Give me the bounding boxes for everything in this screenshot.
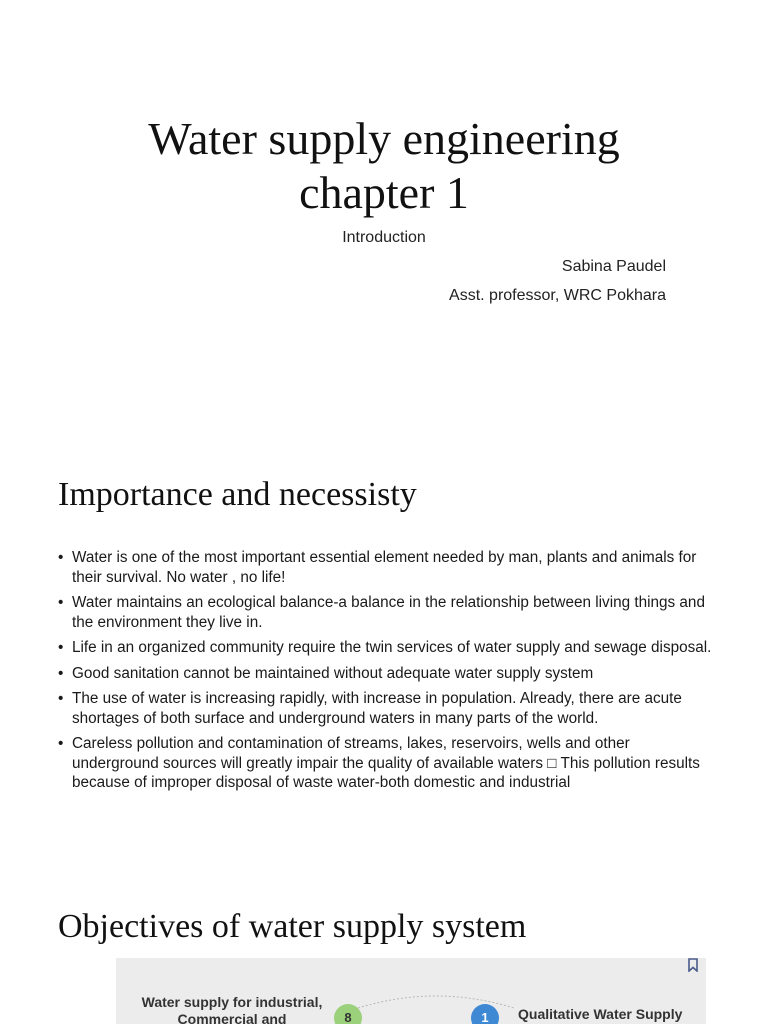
list-item-text: Water is one of the most important essential element needed by man, plants and animals for their survival. No water , no life! <box>72 549 697 586</box>
bullet-icon: • <box>58 594 64 611</box>
label-line-2: Commercial and <box>177 1011 287 1024</box>
bullet-icon: • <box>58 664 64 682</box>
list-item <box>58 689 718 728</box>
title-slide <box>0 0 768 430</box>
list-item <box>58 734 718 793</box>
list-item-text: The use of water is increasing rapidly, with increase in population. Already, there are acute shortages of both surface and underground waters in many parts of the world. <box>72 690 682 727</box>
step-badge-8: 8 <box>334 1004 362 1024</box>
title-line-1: Water supply engineering <box>148 113 620 164</box>
bullet-icon: • <box>58 735 64 752</box>
diagram-label-qualitative: Qualitative Water Supply <box>518 1006 683 1022</box>
list-item-text: Careless pollution and contamination of streams, lakes, reservoirs, wells and other underground sources will greatly impair the quality of available waters □ This pollution results because of improper disposal of waste water-both domestic and industrial <box>72 735 700 791</box>
list-item-text: Water maintains an ecological balance-a balance in the relationship between living things and the environment they live in. <box>72 594 705 631</box>
title-line-2: chapter 1 <box>299 167 469 218</box>
section-heading: Importance and necessisty <box>58 476 417 513</box>
label-line-1: Water supply for industrial, <box>141 994 323 1010</box>
list-item <box>58 548 718 587</box>
bullet-list <box>58 548 718 799</box>
objectives-diagram <box>116 958 706 1024</box>
slide-title <box>0 112 768 220</box>
list-item-text: Good sanitation cannot be maintained without adequate water supply system <box>72 664 594 682</box>
list-item <box>58 638 718 658</box>
importance-slide <box>0 432 768 872</box>
slide-subtitle: Introduction <box>342 229 426 246</box>
section-heading: Objectives of water supply system <box>58 908 527 945</box>
diagram-label-industrial <box>126 994 338 1024</box>
bullet-icon: • <box>58 549 64 566</box>
step-badge-1: 1 <box>471 1004 499 1024</box>
author-role: Asst. professor, WRC Pokhara <box>449 287 666 304</box>
list-item <box>58 664 718 684</box>
list-item <box>58 593 718 632</box>
bookmark-icon[interactable] <box>686 958 700 972</box>
bullet-icon: • <box>58 639 64 656</box>
objectives-slide <box>0 876 768 1024</box>
list-item-text: Life in an organized community require the twin services of water supply and sewage disposal. <box>72 639 712 656</box>
author-name: Sabina Paudel <box>561 258 666 275</box>
bullet-icon: • <box>58 690 64 707</box>
